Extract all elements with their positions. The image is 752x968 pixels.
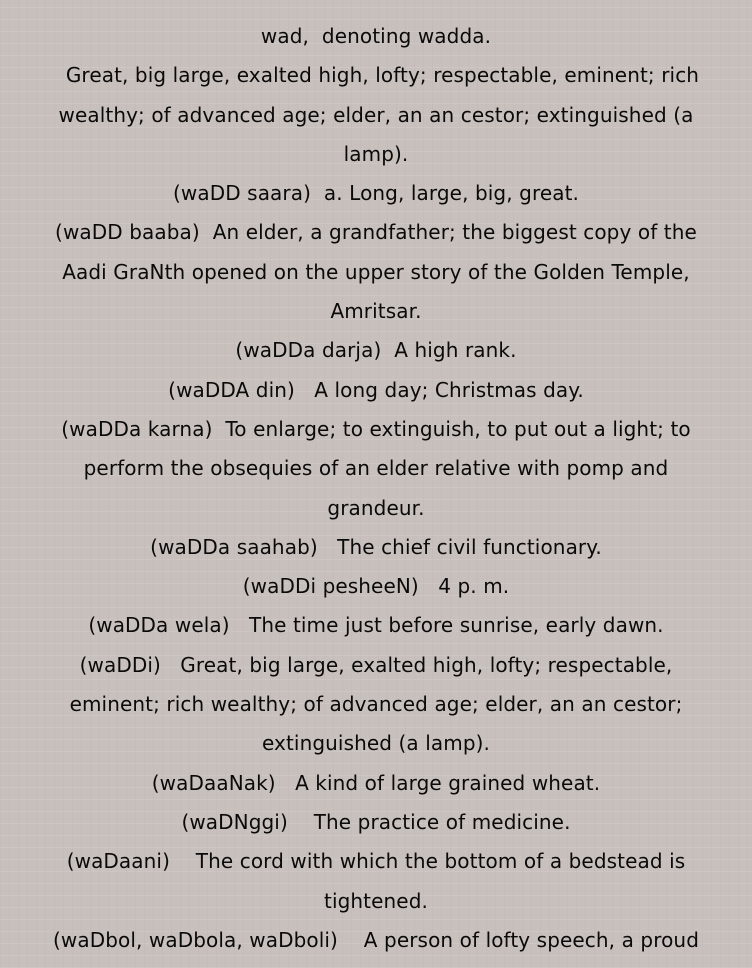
entry-line: (waDaaNak) A kind of large grained wheat. xyxy=(151,770,601,795)
entry-line: (waDNggi) The practice of medicine. xyxy=(181,809,571,834)
entry-line: (waDDa wela) The time just before sunrise, early dawn. xyxy=(88,613,664,638)
entry-line: (waDD saara) a. Long, large, big, great. xyxy=(173,181,579,206)
entry-line: wad, denoting wadda. xyxy=(260,24,492,48)
entry-line: (waDbol, waDbola, waDboli) A person of lofty speech, a proud xyxy=(53,927,699,952)
entry-line: Great, big large, exalted high, lofty; respectable, eminent; rich xyxy=(52,63,700,88)
entry-line: Amritsar. xyxy=(330,299,422,324)
entry-line: wealthy; of advanced age; elder, an an cestor; extinguished (a xyxy=(58,102,694,127)
entry-line: perform the obsequies of an elder relative with pomp and xyxy=(83,456,669,481)
entry-line: (waDDi) Great, big large, exalted high, lofty; respectable, xyxy=(79,652,673,677)
entry-line: lamp). xyxy=(343,141,409,166)
entry-line: (waDDi pesheeN) 4 p. m. xyxy=(242,574,510,599)
entry-line: (waDD baaba) An elder, a grandfather; the biggest copy of the xyxy=(55,220,697,245)
entry-line: (waDDa darja) A high rank. xyxy=(235,338,517,363)
dictionary-entries xyxy=(0,17,752,960)
entry-line: (waDDa karna) To enlarge; to extinguish, to put out a light; to xyxy=(61,416,691,441)
entry-line: (waDDA din) A long day; Christmas day. xyxy=(168,377,584,402)
entry-line: eminent; rich wealthy; of advanced age; elder, an an cestor; xyxy=(69,692,683,717)
entry-line: (waDaani) The cord with which the bottom of a bedstead is xyxy=(66,849,686,874)
entry-line: tightened. xyxy=(324,888,428,913)
entry-line: Aadi GraNth opened on the upper story of the Golden Temple, xyxy=(62,259,690,284)
entry-line: grandeur. xyxy=(327,495,425,520)
entry-line: extinguished (a lamp). xyxy=(261,731,490,756)
entry-line: (waDDa saahab) The chief civil functionary. xyxy=(150,534,602,559)
